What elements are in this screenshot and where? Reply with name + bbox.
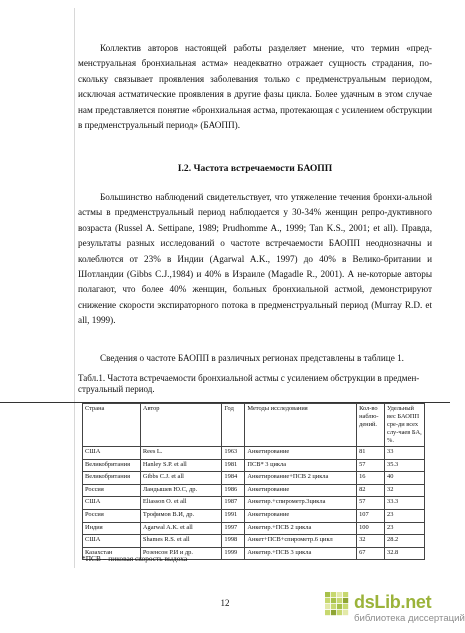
cell-count: 57 [357,497,385,510]
cell-share: 28.2 [385,535,425,548]
table-header-row [83,404,425,447]
logo-cell [343,598,348,603]
cell-methods: Анкетир.+ПСВ 2 цикла [245,522,357,535]
cell-count: 32 [357,535,385,548]
logo-cell [337,604,342,609]
cell-year: 1987 [222,497,245,510]
table-caption: Табл.1. Частота встречаемости бронхиальной астмы с усилением обструкции в предмен-струальный период. [78,373,420,394]
body-paragraph-1: Большинство наблюдений свидетельствует, что утяжеление течения бронхи-альной астмы в предменструальный период наблюдается у 30-34% женщин репро-дуктивного возраста (Russel A. Settipane, 1989; Prudhomme A., 1999; Tan K.S., 2001; et all). Правда, результаты разных исследований о частоте встречаемости БАОПП неоднозначны и колеблются от 23% в Индии (Agarwal A.K., 1997) до 40% в Велико-британии и Шотландии (Gibbs C.J.,1984) и 40% в Израиле (Magadle R., 2001). А не-которые авторы полагают, что более 40% женщин, больных бронхиальной астмой, демонстрируют снижение скорости экспираторного потока в предменструальный период (Murray R.D. et all, 1999). [78,192,432,326]
logo-cell [325,598,330,603]
dslib-logo-icon [324,591,350,617]
cell-country: США [83,497,141,510]
cell-year: 1999 [222,547,245,560]
cell-country: Россия [83,484,141,497]
table-row [83,497,425,510]
logo-cell [343,592,348,597]
margin-line [74,8,75,568]
cell-country: Индия [83,522,141,535]
cell-country: Казахстан [83,547,141,560]
body-paragraph-2: Сведения о частоте БАОПП в различных регионах представлены в таблице 1. [100,353,404,363]
cell-count: 82 [357,484,385,497]
cell-share: 40 [385,472,425,485]
header-author: Автор [140,404,222,447]
cell-year: 1986 [222,484,245,497]
cell-share: 23 [385,509,425,522]
cell-count: 16 [357,472,385,485]
cell-author: Hanley S.P. et all [140,459,222,472]
cell-author: Розенсон Р.И и др. [140,547,222,560]
header-methods: Методы исследования [245,404,357,447]
cell-author: Agarwal A.K. et all [140,522,222,535]
table-row [83,535,425,548]
cell-country: США [83,535,141,548]
section-heading: I.2. Частота встречаемости БАОПП [177,163,333,174]
table-row [83,522,425,535]
logo-cell [343,610,348,615]
cell-country: Россия [83,509,141,522]
page-number: 12 [220,598,230,608]
watermark [324,591,465,629]
header-country: Страна [83,404,141,447]
frequency-table [82,403,425,560]
cell-methods: ПСВ* 3 цикла [245,459,357,472]
cell-author: Ландышев Ю.С, др. [140,484,222,497]
cell-author: Трофимов В.И, др. [140,509,222,522]
cell-methods: Анкетирование [245,447,357,460]
watermark-subtitle: библиотека диссертаций [354,613,465,624]
cell-share: 23 [385,522,425,535]
cell-year: 1963 [222,447,245,460]
cell-share: 33.3 [385,497,425,510]
logo-cell [337,592,342,597]
table-row [83,509,425,522]
cell-country: США [83,447,141,460]
logo-cell [331,592,336,597]
cell-author: Rees L. [140,447,222,460]
table-row [83,459,425,472]
cell-count: 107 [357,509,385,522]
logo-cell [331,610,336,615]
cell-year: 1998 [222,535,245,548]
cell-share: 33 [385,447,425,460]
logo-cell [337,610,342,615]
cell-year: 1997 [222,522,245,535]
cell-share: 35.3 [385,459,425,472]
cell-country: Великобритания [83,472,141,485]
table-footnote: *ПСВ – пиковая скорость выдоха [82,554,188,563]
cell-methods: Анкетир.+ПСВ 3 цикла [245,547,357,560]
cell-share: 32 [385,484,425,497]
cell-year: 1991 [222,509,245,522]
header-count: Кол-во наблю-дений. [357,404,385,447]
cell-methods: Анкетирование+ПСВ 2 цикла [245,472,357,485]
table-row [83,484,425,497]
table-row [83,472,425,485]
cell-methods: Анкет+ПСВ+спирометр.6 цикл [245,535,357,548]
cell-count: 100 [357,522,385,535]
cell-count: 81 [357,447,385,460]
intro-paragraph: Коллектив авторов настоящей работы разделяет мнение, что термин «пред-менструальная бронхиальная астма» неадекватно отражает сущность страдания, по-скольку связывает проявления заболевания только с предменструальным периодом, исключая астматические проявления в другие фазы цикла. Более удачным в этом случае нам представляется понятие «бронхиальная астма, протекающая с усилением обструкции в предменструальный период» (БАОПП). [78,43,432,131]
cell-year: 1984 [222,472,245,485]
header-share: Удельный вес БАОПП сре-ди всех слу-чаев БА, %. [385,404,425,447]
cell-methods: Анкетирование [245,509,357,522]
cell-author: Eliasson O. et all [140,497,222,510]
table-row [83,447,425,460]
watermark-brand: dsLib.net [354,592,432,612]
cell-year: 1981 [222,459,245,472]
logo-cell [325,592,330,597]
logo-cell [337,598,342,603]
logo-cell [325,610,330,615]
logo-cell [331,604,336,609]
header-year: Год [222,404,245,447]
cell-count: 57 [357,459,385,472]
cell-count: 67 [357,547,385,560]
cell-author: Shames R.S. et all [140,535,222,548]
logo-cell [331,598,336,603]
cell-author: Gibbs C.J. et all [140,472,222,485]
logo-cell [325,604,330,609]
cell-methods: Анкетир.+спирометр.3цикла [245,497,357,510]
cell-share: 32.8 [385,547,425,560]
logo-cell [343,604,348,609]
cell-methods: Анкетирование [245,484,357,497]
cell-country: Великобритания [83,459,141,472]
